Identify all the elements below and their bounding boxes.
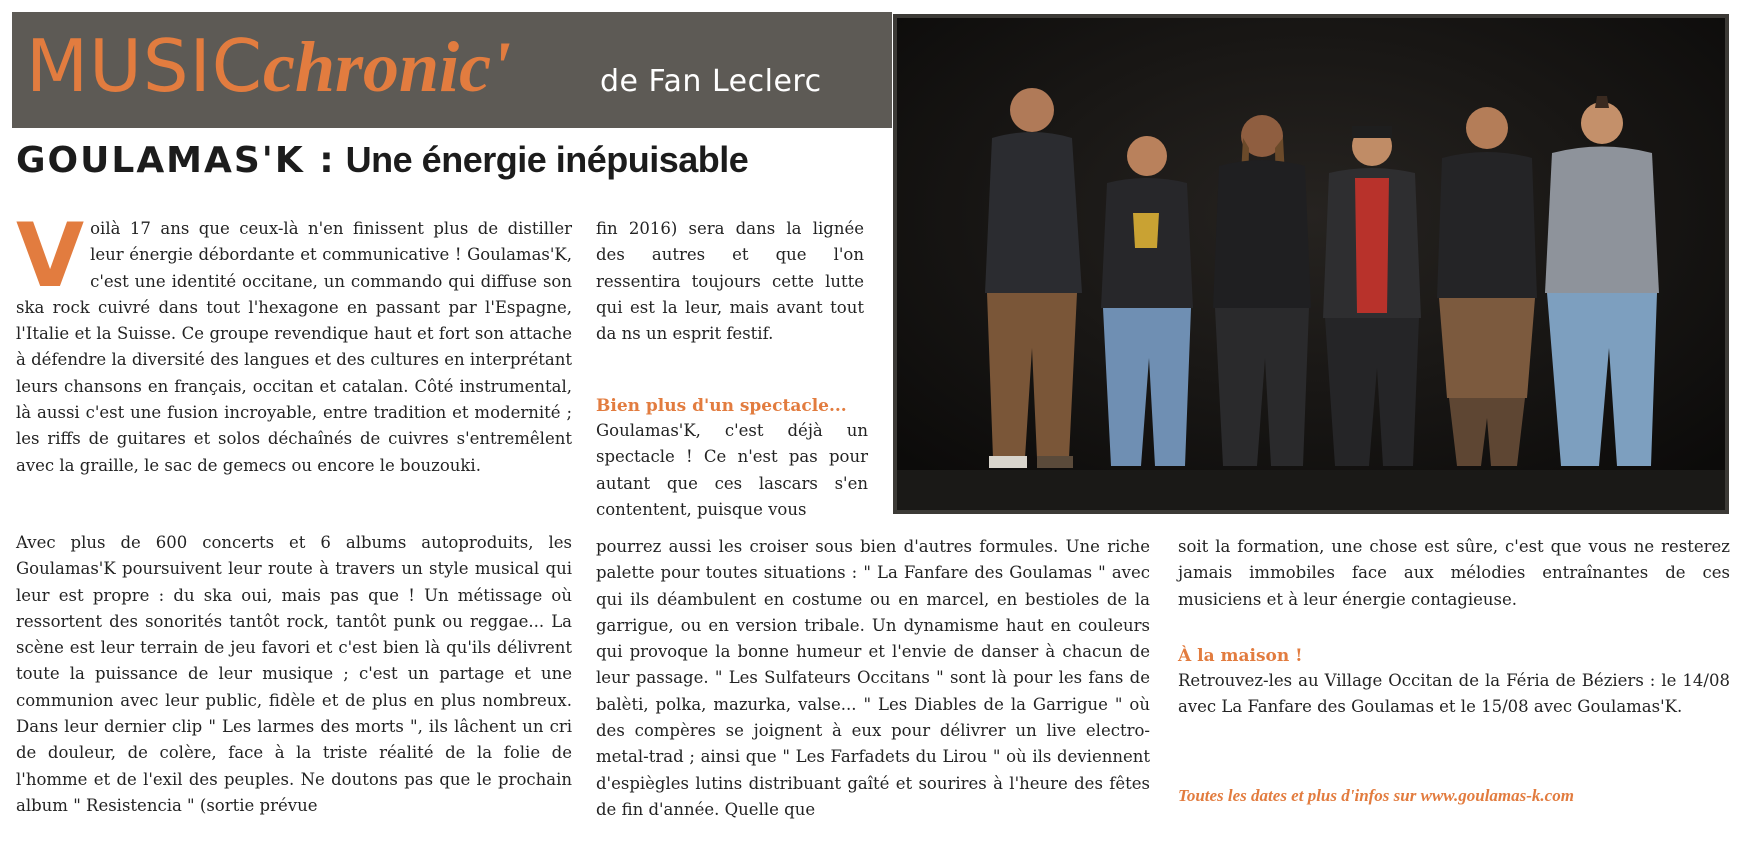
byline: de Fan Leclerc (600, 64, 822, 99)
intro-paragraph (16, 204, 572, 479)
col3-mid-paragraph: Retrouvez-les au Village Occitan de la Féria de Béziers : le 14/08 avec La Fanfare des Goulamas et le 15/08 avec Goulamas'K. (1178, 671, 1730, 717)
brand-chronic: chronic' (263, 27, 512, 107)
col3-top-paragraph: soit la formation, une chose est sûre, c'est que vous ne resterez jamais immobiles face aux mélodies entraînantes de ces musiciens et à leur énergie contagieuse. (1178, 537, 1730, 609)
col2-wide-paragraph: pourrez aussi les croiser sous bien d'autres formules. Une riche palette pour toutes situations : " La Fanfare des Goulamas " avec qui ils déambulent en costume ou en marcel, en bestioles de la garrigue, ou en version tribale. Un dynamisme haut en couleurs qui provoque la bonne humeur et l'envie de danser à chacun de leur passage. " Les Sulfateurs Occitans " sont là pour les fans de balèti, polka, mazurka, valse... " Les Diables de la Garrigue " où des compères se joignent à eux pour délivrer un live electro-metal-trad ; ainsi que " Les Farfadets du Lirou " où ils deviennent d'espiègles lutins distribuant gaîté et sourires à l'heure des fêtes de fin d'année. Quelle que (596, 537, 1150, 819)
intro-text: oilà 17 ans que ceux-là n'en finissent plus de distiller leur énergie débordante et communicative ! Goulamas'K, c'est une identité occitane, un commando qui diffuse son ska rock cuivré dans tout l'hexagone en passant par l'Espagne, l'Italie et la Suisse. Ce groupe revendique haut et fort son attache à défendre la diversité des langues et des cultures en interprétant leurs chansons en français, occitan et catalan. Côté instrumental, là aussi c'est une fusion incroyable, entre tradition et modernité ; les riffs de guitares et solos déchaînés de cuivres s'entremêlent avec la graille, le sac de gemecs ou encore le bouzouki. (16, 219, 572, 475)
col2-mid-paragraph: Goulamas'K, c'est déjà un spectacle ! Ce n'est pas pour autant que ces lascars s'en contentent, puisque vous (596, 421, 868, 519)
header-band (12, 12, 892, 128)
band-photo (893, 14, 1729, 514)
website-info: Toutes les dates et plus d'infos sur www.goulamas-k.com (1178, 786, 1574, 805)
headline-subtitle: Une énergie inépuisable (345, 139, 749, 180)
brand-music: MUSIC (26, 24, 264, 108)
band-member-6 (1545, 96, 1659, 466)
subhead-a-la-maison: À la maison ! (1178, 646, 1303, 666)
paragraph-concerts: Avec plus de 600 concerts et 6 albums autoproduits, les Goulamas'K poursuivent leur route à travers un style musical qui leur est propre : du ska oui, mais pas que ! Un métissage où ressortent des sonorités tantôt rock, tantôt punk ou reggae... La scène est leur terrain de jeu favori et c'est bien là qu'ils délivrent toute la puissance de leur musique ; c'est un partage et une communion avec leur public, fidèle et de plus en plus nombreux. Dans leur dernier clip " Les larmes des morts ", ils lâchent un cri de douleur, de colère, face à la triste réalité de la folie de l'homme et de l'exil des peuples. Ne doutons pas que le prochain album " Resistencia " (sortie prévue (16, 533, 572, 815)
band-member-4 (1323, 126, 1421, 466)
headline-band-name: GOULAMAS'K : (16, 140, 336, 181)
band-photo-illustration (897, 18, 1725, 510)
col2-top-paragraph: fin 2016) sera dans la lignée des autres et que l'on ressentira toujours cette lutte qui est la leur, mais avant tout da ns un esprit festif. (596, 219, 864, 344)
band-member-5 (1437, 107, 1537, 466)
article-headline (16, 140, 896, 181)
subhead-spectacle: Bien plus d'un spectacle... (596, 396, 847, 416)
drop-cap: V (16, 204, 85, 307)
magazine-section-logo (26, 24, 512, 108)
